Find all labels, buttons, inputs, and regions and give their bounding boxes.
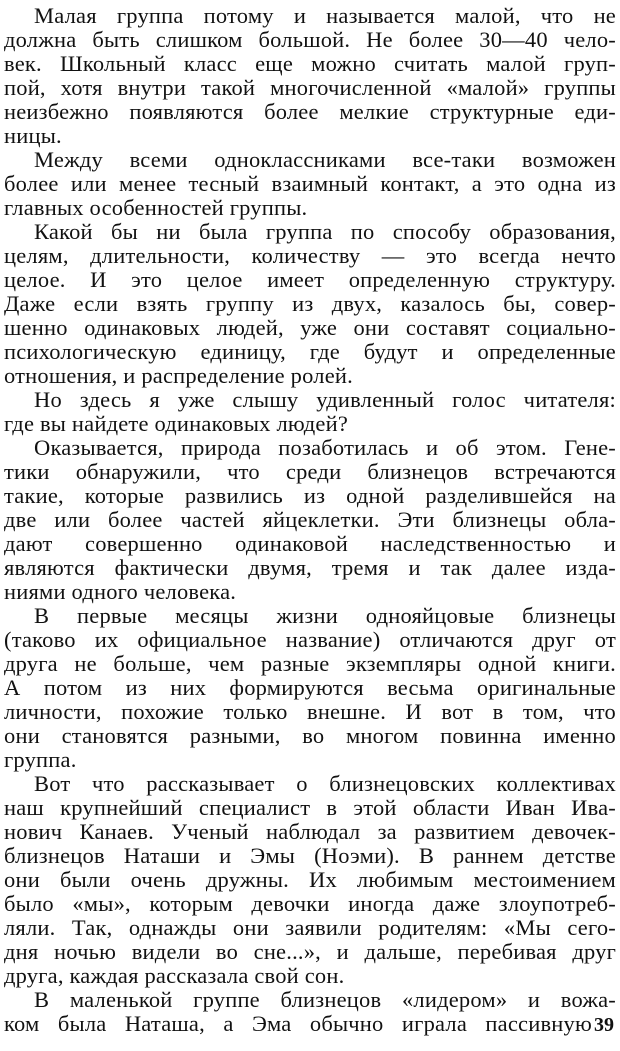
- text-line: они становятся разными, во многом повинна именно: [4, 723, 616, 748]
- text-line: Малая группа потому и называется малой, что не: [34, 3, 616, 28]
- text-line: век. Школьный класс еще можно считать малой груп-: [4, 51, 616, 76]
- text-line: шенно одинаковых людей, уже они составят социально-: [4, 315, 616, 340]
- text-line: ляли. Так, однажды они заявили родителям: «Мы сего-: [4, 915, 616, 940]
- text-line: личности, похожие только внешне. И вот в том, что: [4, 699, 616, 724]
- text-line: было «мы», которым девочки иногда даже злоупотреб-: [4, 891, 616, 916]
- text-line: тики обнаружили, что среди близнецов встречаются: [4, 459, 616, 484]
- text-line: нович Канаев. Ученый наблюдал за развитием девочек-: [4, 819, 616, 844]
- text-line: В маленькой группе близнецов «лидером» и вожа-: [34, 987, 616, 1012]
- text-line: Вот что рассказывает о близнецовских коллективах: [34, 771, 616, 796]
- text-line: Какой бы ни была группа по способу образования,: [34, 219, 616, 244]
- text-line: неизбежно появляются более мелкие структурные еди-: [4, 99, 616, 124]
- text-line: целям, длительности, количеству — это всегда нечто: [4, 243, 616, 268]
- text-line: более или менее тесный взаимный контакт, а это одна из: [4, 171, 616, 196]
- text-line: пой, хотя внутри такой многочисленной «малой» группы: [4, 75, 616, 100]
- book-page: [4, 0, 616, 1051]
- text-line: дня ночью видели во сне...», и дальше, перебивая друг: [4, 939, 616, 964]
- text-line: наш крупнейший специалист в этой области Иван Ива-: [4, 795, 616, 820]
- text-line: являются фактически двумя, тремя и так далее изда-: [4, 555, 616, 580]
- text-line: главных особенностей группы.: [4, 195, 308, 220]
- text-line: ницы.: [4, 123, 62, 148]
- text-line: где вы найдете одинаковых людей?: [4, 411, 349, 436]
- text-line: такие, которые развились из одной разделившейся на: [4, 483, 616, 508]
- text-line: Оказывается, природа позаботилась и об этом. Гене-: [34, 435, 616, 460]
- text-line: ниями одного человека.: [4, 579, 237, 604]
- page-number: 39: [594, 1014, 614, 1036]
- text-line: должна быть слишком большой. Не более 30—40 чело-: [4, 27, 616, 52]
- text-line: близнецов Наташи и Эмы (Ноэми). В раннем детстве: [4, 843, 616, 868]
- text-line: Между всеми одноклассниками все-таки возможен: [34, 147, 616, 172]
- text-line: друга не больше, чем разные экземпляры одной книги.: [4, 651, 616, 676]
- text-line: группа.: [4, 747, 77, 772]
- text-line: Но здесь я уже слышу удивленный голос читателя:: [34, 387, 616, 412]
- text-line: В первые месяцы жизни однояйцовые близнецы: [34, 603, 616, 628]
- text-line: А потом из них формируются весьма оригинальные: [4, 675, 616, 700]
- text-line: они были очень дружны. Их любимым местоимением: [4, 867, 616, 892]
- text-line: отношения, и распределение ролей.: [4, 363, 353, 388]
- text-line: целое. И это целое имеет определенную структуру.: [4, 267, 616, 292]
- text-line: (таково их официальное название) отличаются друг от: [4, 627, 616, 652]
- text-line: друга, каждая рассказала свой сон.: [4, 963, 345, 988]
- text-line: две или более частей яйцеклетки. Эти близнецы обла-: [4, 507, 616, 532]
- text-line: Даже если взять группу из двух, казалось бы, совер-: [4, 291, 616, 316]
- text-line: ком была Наташа, а Эма обычно играла пассивную: [4, 1011, 592, 1036]
- text-line: психологическую единицу, где будут и определенные: [4, 339, 616, 364]
- text-line: дают совершенно одинаковой наследственностью и: [4, 531, 616, 556]
